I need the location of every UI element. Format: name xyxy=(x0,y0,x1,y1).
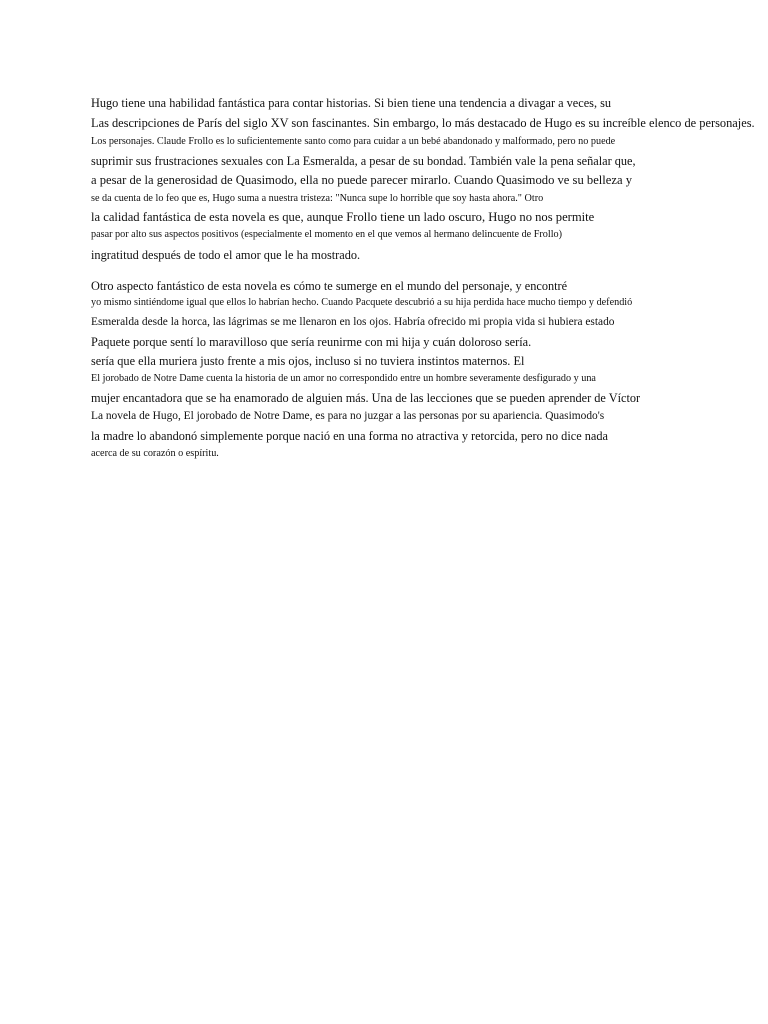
p2-line-10: acerca de su corazón o espíritu. xyxy=(91,448,219,459)
p1-line-1: Hugo tiene una habilidad fantástica para contar historias. Si bien tiene una tendencia a divagar a veces, su xyxy=(91,96,612,110)
p2-line-9: la madre lo abandonó simplemente porque nació en una forma no atractiva y retorcida, pero no dice nada xyxy=(91,429,608,443)
p1-line-4: suprimir sus frustraciones sexuales con La Esmeralda, a pesar de su bondad. También vale la pena señalar que, xyxy=(91,154,636,168)
p1-line-8: pasar por alto sus aspectos positivos (especialmente el momento en el que vemos al hermano delincuente de Frollo) xyxy=(91,229,563,240)
p1-line-5: a pesar de la generosidad de Quasimodo, ella no puede parecer mirarlo. Cuando Quasimodo ve su belleza y xyxy=(91,173,632,187)
p2-line-4: Paquete porque sentí lo maravilloso que sería reunirme con mi hija y cuán doloroso sería. xyxy=(91,335,532,349)
p1-line-9: ingratitud después de todo el amor que le ha mostrado. xyxy=(91,248,361,262)
p1-line-3: Los personajes. Claude Frollo es lo suficientemente santo como para cuidar a un bebé abandonado y malformado, pero no puede xyxy=(91,136,616,147)
p2-line-3: Esmeralda desde la horca, las lágrimas se me llenaron en los ojos. Habría ofrecido mi propia vida si hubiera estado xyxy=(91,316,615,328)
p1-line-2: Las descripciones de París del siglo XV son fascinantes. Sin embargo, lo más destacado de Hugo es su increíble elenco de personajes. xyxy=(91,116,755,130)
p2-line-5: sería que ella muriera justo frente a mis ojos, incluso si no tuviera instintos maternos. El xyxy=(91,354,525,368)
p1-line-7: la calidad fantástica de esta novela es que, aunque Frollo tiene un lado oscuro, Hugo no nos permite xyxy=(91,210,595,224)
p2-line-1: Otro aspecto fantástico de esta novela es cómo te sumerge en el mundo del personaje, y encontré xyxy=(91,279,568,293)
p1-line-6: se da cuenta de lo feo que es, Hugo suma a nuestra tristeza: "Nunca supe lo horrible que soy hasta ahora." Otro xyxy=(91,193,544,204)
p2-line-2: yo mismo sintiéndome igual que ellos lo habrían hecho. Cuando Pacquete descubrió a su hija perdida hace mucho tiempo y defendió xyxy=(91,297,633,308)
p2-line-8: La novela de Hugo, El jorobado de Notre Dame, es para no juzgar a las personas por su apariencia. Quasimodo's xyxy=(91,410,605,422)
p2-line-6: El jorobado de Notre Dame cuenta la historia de un amor no correspondido entre un hombre severamente desfigurado y una xyxy=(91,373,596,384)
p2-line-7: mujer encantadora que se ha enamorado de alguien más. Una de las lecciones que se pueden aprender de Víctor xyxy=(91,391,641,405)
